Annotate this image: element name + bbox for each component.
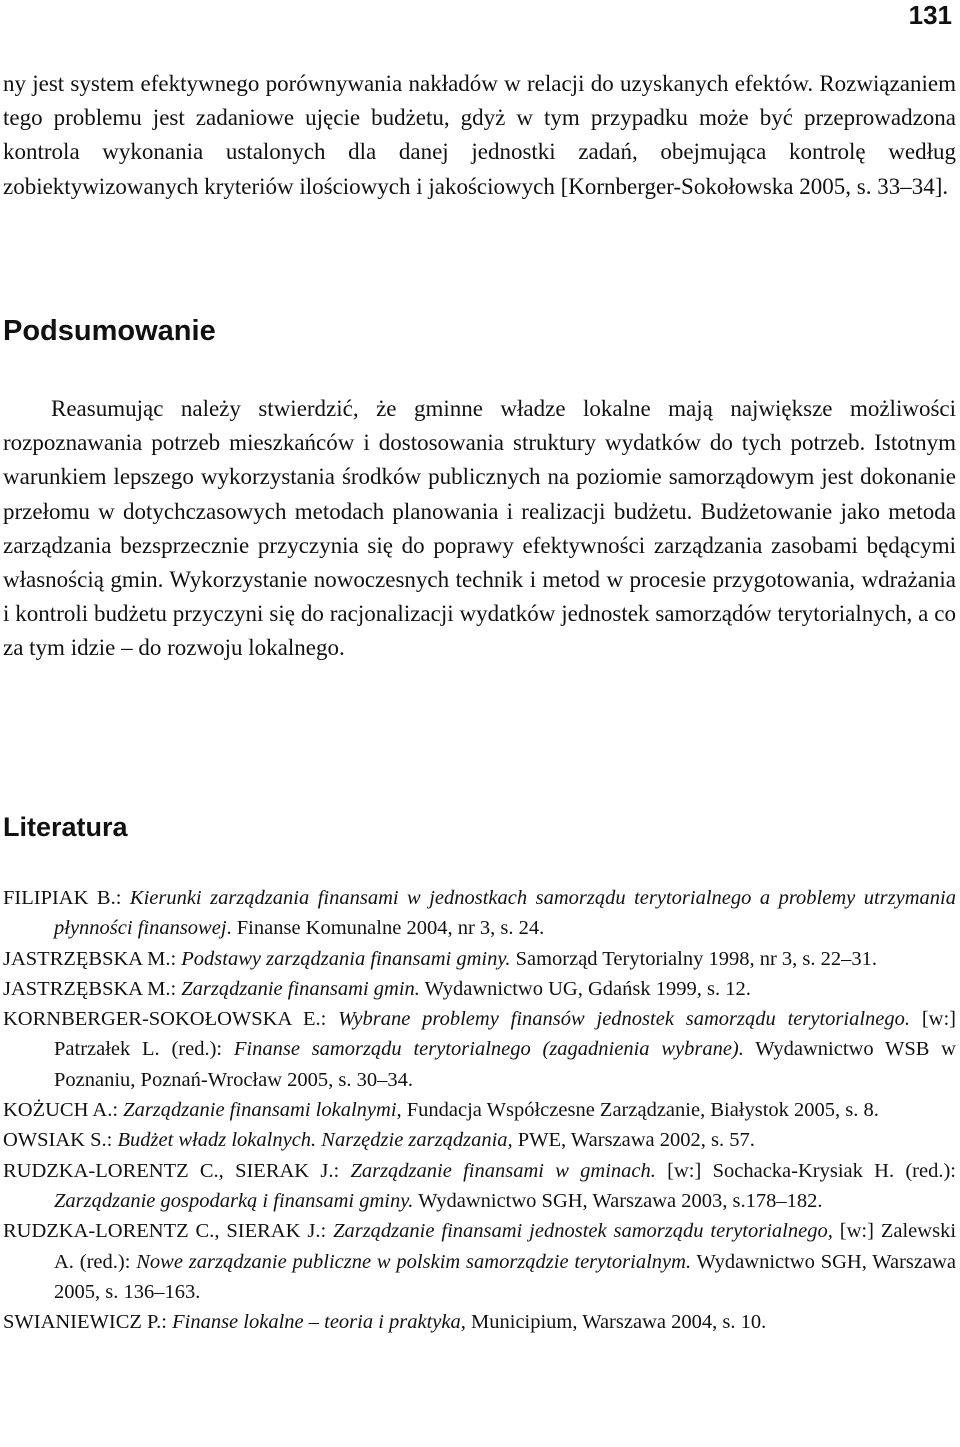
reference-item [3,974,956,1004]
reference-title: Finanse lokalne – teoria i praktyka [172,1311,461,1334]
reference-item [3,1004,956,1095]
reference-item [3,883,956,944]
summary-heading: Podsumowanie [3,315,216,347]
page-number: 131 [908,0,952,30]
reference-author: KOŻUCH A.: [3,1099,124,1122]
reference-author: RUDZKA-LORENTZ C., SIERAK J.: [3,1220,334,1243]
reference-author: JASTRZĘBSKA M.: [3,977,182,1000]
reference-item [3,1125,956,1155]
reference-title-secondary: Zarządzanie gospodarką i finansami gminy. [54,1189,414,1212]
reference-details: , Fundacja Współczesne Zarządzanie, Białystok 2005, s. 8. [396,1099,879,1122]
reference-details-secondary: Wydawnictwo SGH, Warszawa 2003, s.178–182. [413,1189,823,1212]
reference-author: RUDZKA-LORENTZ C., SIERAK J.: [3,1159,351,1182]
reference-details: [w:] Zalewski A. (red.): [54,1220,957,1273]
reference-title: Wybrane problemy finansów jednostek samorządu terytorialnego. [338,1008,911,1031]
reference-item [3,1156,956,1217]
reference-author: FILIPIAK B.: [3,887,130,909]
reference-title: Kierunki zarządzania finansami w jednostkach samorządu terytorialnego a problemy utrzymania płynności finansowej [54,887,956,940]
reference-title: Podstawy zarządzania finansami gminy. [181,947,511,970]
intro-paragraph: ny jest system efektywnego porównywania nakładów w relacji do uzyskanych efektów. Rozwiązaniem tego problemu jest zadaniowe ujęcie budżetu, gdyż w tym przypadku może być przeprowadzona kontrola wykonania ustalonych dla danej jednostki zadań, obejmująca kontrolę według zobiektywizowanych kryteriów ilościowych i jakościowych [Kornberger-Sokołowska 2005, s. 33–34]. [3,71,956,199]
summary-paragraph: Reasumując należy stwierdzić, że gminne władze lokalne mają największe możliwości rozpoznawania potrzeb mieszkańców i dostosowania struktury wydatków do tych potrzeb. Istotnym warunkiem lepszego wykorzystania środków publicznych na poziomie samorządowym jest dokonanie przełomu w dotychczasowych metodach planowania i realizacji budżetu. Budżetowanie jako metoda zarządzania bezsprzecznie przyczynia się do poprawy efektywności zarządzania zasobami będącymi własnością gmin. Wykorzystanie nowoczesnych technik i metod w procesie przygotowania, wdrażania i kontroli budżetu przyczyni się do racjonalizacji wydatków jednostek samorządów terytorialnych, a co za tym idzie – do rozwoju lokalnego. [3,396,956,661]
reference-details: [w:] Sochacka-Krysiak H. (red.): [655,1159,956,1182]
reference-item [3,944,956,974]
reference-author: OWSIAK S.: [3,1129,118,1152]
reference-title: Zarządzanie finansami w gminach. [350,1159,656,1182]
reference-title: Zarządzanie finansami jednostek samorządu terytorialnego, [333,1220,833,1243]
reference-details-secondary: Wydawnictwo WSB w Poznaniu, Poznań-Wrocław 2005, s. 30–34. [54,1038,956,1091]
reference-author: JASTRZĘBSKA M.: [3,947,182,970]
reference-list [3,883,956,1337]
reference-title-secondary: Nowe zarządzanie publiczne w polskim samorządzie terytorialnym. [136,1250,692,1273]
reference-author: KORNBERGER-SOKOŁOWSKA E.: [3,1008,339,1031]
reference-title: Zarządzanie finansami lokalnymi [123,1099,397,1122]
reference-details: PWE, Warszawa 2002, s. 57. [512,1129,755,1152]
reference-details: [w:] Patrzałek L. (red.): [54,1008,957,1061]
literature-heading: Literatura [3,812,128,842]
reference-item [3,1216,956,1307]
reference-title-secondary: Finanse samorządu terytorialnego (zagadnienia wybrane). [233,1038,744,1061]
reference-title: Budżet władz lokalnych. Narzędzie zarządzania, [117,1129,513,1152]
reference-details: Wydawnictwo UG, Gdańsk 1999, s. 12. [419,977,751,1000]
reference-details: , Municipium, Warszawa 2004, s. 10. [460,1311,767,1334]
reference-item [3,1095,956,1125]
reference-title: Zarządzanie finansami gmin. [181,977,420,1000]
reference-item [3,1307,956,1337]
reference-details: Samorząd Terytorialny 1998, nr 3, s. 22–31. [510,947,878,970]
reference-details-secondary: Wydawnictwo SGH, Warszawa 2005, s. 136–163. [54,1250,956,1303]
reference-details: . Finanse Komunalne 2004, nr 3, s. 24. [226,917,545,940]
reference-author: SWIANIEWICZ P.: [3,1311,173,1334]
